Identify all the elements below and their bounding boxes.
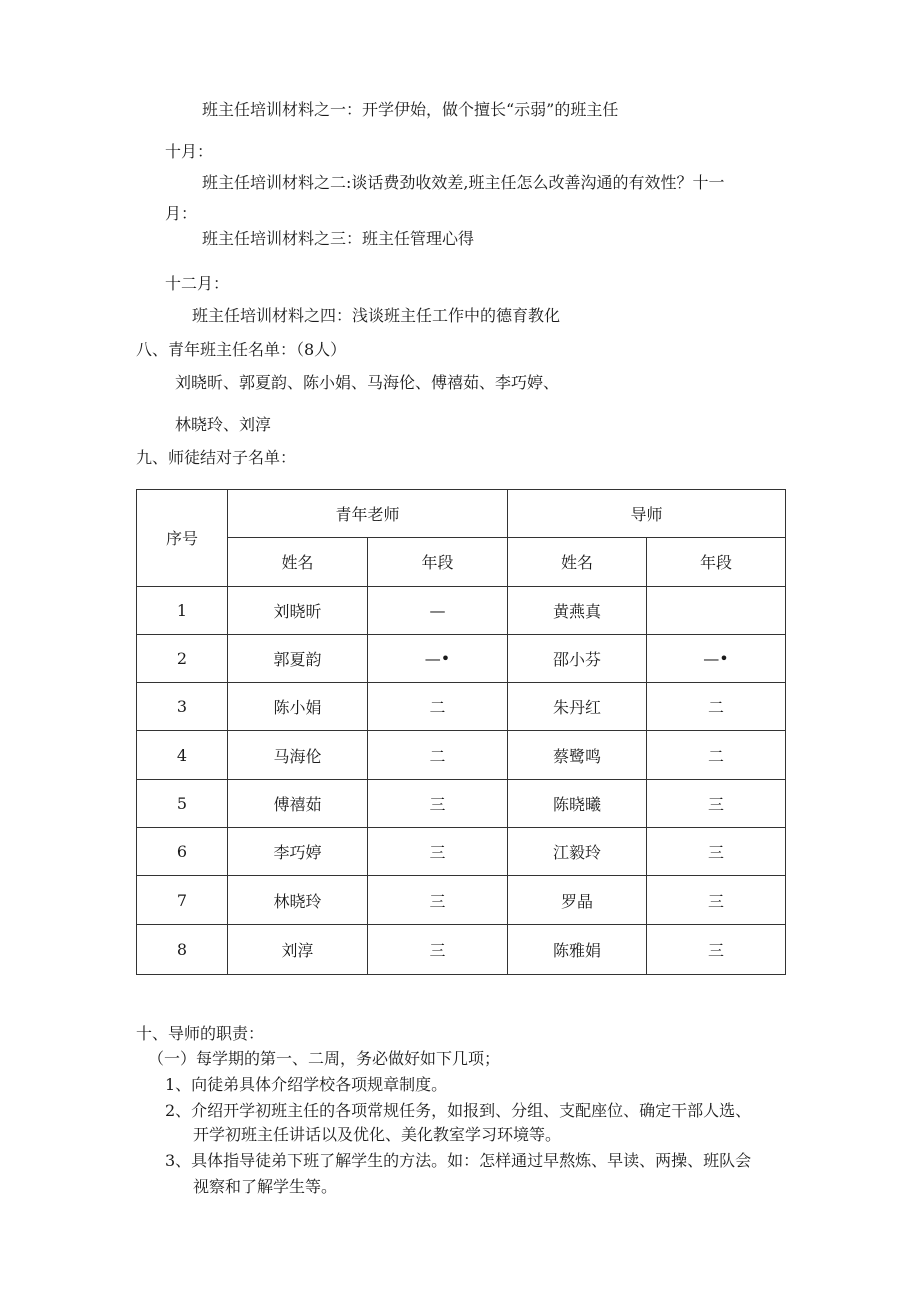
header-young-grade: 年段 bbox=[368, 538, 508, 586]
cell-mentor-name: 朱丹红 bbox=[508, 683, 647, 731]
section10-item3: 3、具体指导徒弟下班了解学生的方法。如：怎样通过早熬炼、早读、两操、班队会 bbox=[165, 1151, 752, 1170]
table-row bbox=[137, 924, 786, 974]
cell-young-grade: — bbox=[368, 586, 508, 634]
cell-no: 4 bbox=[137, 731, 228, 779]
cell-mentor-grade: 三 bbox=[647, 779, 786, 827]
cell-mentor-name: 黄燕真 bbox=[508, 586, 647, 634]
table-row bbox=[137, 876, 786, 924]
cell-mentor-grade: 三 bbox=[647, 924, 786, 974]
cell-young-name: 陈小娟 bbox=[228, 683, 368, 731]
header-mentor-name: 姓名 bbox=[508, 538, 647, 586]
cell-mentor-grade: 三 bbox=[647, 828, 786, 876]
cell-young-grade: 三 bbox=[368, 779, 508, 827]
cell-no: 2 bbox=[137, 634, 228, 682]
cell-no: 8 bbox=[137, 924, 228, 974]
cell-young-name: 郭夏韵 bbox=[228, 634, 368, 682]
schedule-oct-label: 十月： bbox=[165, 142, 214, 161]
cell-mentor-grade: —• bbox=[647, 634, 786, 682]
cell-no: 1 bbox=[137, 586, 228, 634]
cell-young-grade: —• bbox=[368, 634, 508, 682]
cell-young-name: 刘淳 bbox=[228, 924, 368, 974]
cell-no: 5 bbox=[137, 779, 228, 827]
table-row bbox=[137, 683, 786, 731]
section10-item2-cont: 开学初班主任讲话以及优化、美化教室学习环境等。 bbox=[193, 1125, 562, 1144]
table-row bbox=[137, 828, 786, 876]
section9-heading: 九、师徒结对子名单： bbox=[136, 448, 297, 467]
schedule-oct-item-cont: 月： bbox=[165, 204, 198, 223]
schedule-sep-item: 班主任培训材料之一：开学伊始，做个擅长“示弱”的班主任 bbox=[202, 100, 619, 119]
table-row bbox=[137, 779, 786, 827]
header-index: 序号 bbox=[137, 490, 228, 587]
cell-mentor-name: 陈雅娟 bbox=[508, 924, 647, 974]
section10-item3-cont: 视察和了解学生等。 bbox=[193, 1177, 338, 1196]
header-mentor: 导师 bbox=[508, 490, 786, 538]
cell-young-name: 刘晓昕 bbox=[228, 586, 368, 634]
cell-mentor-grade bbox=[647, 586, 786, 634]
cell-mentor-name: 罗晶 bbox=[508, 876, 647, 924]
header-mentor-grade: 年段 bbox=[647, 538, 786, 586]
table-row bbox=[137, 586, 786, 634]
cell-young-name: 傅禧茹 bbox=[228, 779, 368, 827]
schedule-nov-item: 班主任培训材料之三：班主任管理心得 bbox=[202, 229, 475, 248]
cell-mentor-name: 陈晓曦 bbox=[508, 779, 647, 827]
schedule-dec-item: 班主任培训材料之四：浅谈班主任工作中的德育教化 bbox=[192, 306, 561, 325]
header-young-name: 姓名 bbox=[228, 538, 368, 586]
schedule-oct-item: 班主任培训材料之二:谈话费劲收效差,班主任怎么改善沟通的有效性？十一 bbox=[202, 173, 725, 192]
cell-young-grade: 三 bbox=[368, 924, 508, 974]
section8-heading: 八、青年班主任名单：（8人） bbox=[136, 340, 347, 359]
schedule-dec-label: 十二月： bbox=[165, 274, 230, 293]
cell-mentor-grade: 三 bbox=[647, 876, 786, 924]
cell-young-name: 林晓玲 bbox=[228, 876, 368, 924]
section10-item1: 1、向徒弟具体介绍学校各项规章制度。 bbox=[165, 1075, 448, 1094]
table-row bbox=[137, 634, 786, 682]
cell-young-name: 李巧婷 bbox=[228, 828, 368, 876]
cell-mentor-name: 邵小芬 bbox=[508, 634, 647, 682]
cell-no: 6 bbox=[137, 828, 228, 876]
cell-mentor-name: 江毅玲 bbox=[508, 828, 647, 876]
mentor-pairing-table bbox=[136, 489, 786, 975]
cell-young-grade: 二 bbox=[368, 731, 508, 779]
cell-mentor-grade: 二 bbox=[647, 683, 786, 731]
header-young-teacher: 青年老师 bbox=[228, 490, 508, 538]
section10-item2: 2、介绍开学初班主任的各项常规任务，如报到、分组、支配座位、确定干部人选、 bbox=[165, 1101, 752, 1120]
section8-names-1: 刘晓昕、郭夏韵、陈小娟、马海伦、傅禧茹、李巧婷、 bbox=[175, 373, 560, 392]
section8-names-2: 林晓玲、刘淳 bbox=[175, 415, 272, 434]
cell-young-grade: 三 bbox=[368, 828, 508, 876]
cell-no: 3 bbox=[137, 683, 228, 731]
section10-sub1: （一）每学期的第一、二周，务必做好如下几项； bbox=[148, 1049, 501, 1068]
cell-young-grade: 三 bbox=[368, 876, 508, 924]
cell-young-grade: 二 bbox=[368, 683, 508, 731]
cell-young-name: 马海伦 bbox=[228, 731, 368, 779]
cell-mentor-grade: 二 bbox=[647, 731, 786, 779]
cell-mentor-name: 蔡鹭鸣 bbox=[508, 731, 647, 779]
cell-no: 7 bbox=[137, 876, 228, 924]
section10-heading: 十、导师的职责： bbox=[136, 1024, 265, 1043]
table-row bbox=[137, 731, 786, 779]
